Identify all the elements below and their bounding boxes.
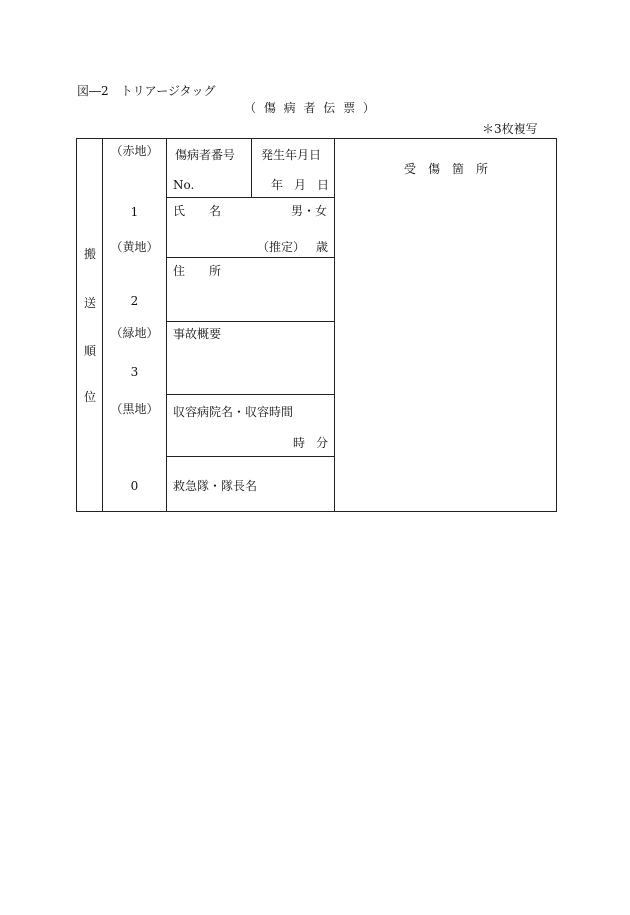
age-label: 歳 [316, 240, 329, 254]
patient-number-label: 傷病者番号 [175, 148, 236, 162]
row-line-name [166, 197, 335, 198]
side-label-char-1: 搬 [83, 247, 96, 261]
sex-label: 男・女 [291, 204, 328, 218]
priority-red-number: 1 [130, 205, 139, 219]
priority-green-label: （緑地） [110, 326, 159, 340]
minute-label: 分 [316, 436, 329, 450]
figure-label: 図―2 トリアージタッグ [77, 84, 216, 98]
divider-side-column [102, 138, 103, 512]
form-border-left [76, 138, 77, 512]
hospital-label: 収容病院名・収容時間 [173, 405, 294, 419]
form-border-right [556, 138, 557, 512]
injury-site-label: 受 傷 箇 所 [404, 162, 489, 176]
accident-label: 事故概要 [173, 327, 222, 341]
hour-label: 時 [293, 436, 306, 450]
name-label: 氏 名 [173, 204, 222, 218]
day-label: 日 [317, 178, 330, 192]
month-label: 月 [294, 178, 307, 192]
side-label-char-4: 位 [83, 390, 96, 404]
form-border-bottom [76, 511, 557, 512]
row-line-ambulance [166, 456, 335, 457]
priority-red-label: （赤地） [110, 144, 159, 158]
priority-yellow-label: （黄地） [110, 240, 159, 254]
row-line-address [166, 257, 335, 258]
side-label-char-2: 送 [83, 296, 96, 310]
ambulance-label: 救急隊・隊長名 [173, 479, 258, 493]
row-line-hospital [166, 394, 335, 395]
form-border-top [76, 138, 557, 139]
estimated-label: （推定） [257, 240, 306, 254]
priority-green-number: 3 [130, 365, 139, 379]
divider-number-date [251, 138, 252, 198]
document-subtitle: （ 傷 病 者 伝 票 ） [244, 101, 377, 115]
row-line-accident [166, 321, 335, 322]
year-label: 年 [271, 178, 284, 192]
priority-yellow-number: 2 [130, 294, 139, 308]
priority-black-number: 0 [130, 479, 139, 493]
no-label: No. [173, 178, 195, 192]
copies-note: ＊3枚複写 [482, 122, 538, 136]
address-label: 住 所 [173, 264, 222, 278]
priority-black-label: （黒地） [110, 402, 159, 416]
side-label-char-3: 順 [83, 344, 96, 358]
birth-date-label: 発生年月日 [261, 148, 322, 162]
